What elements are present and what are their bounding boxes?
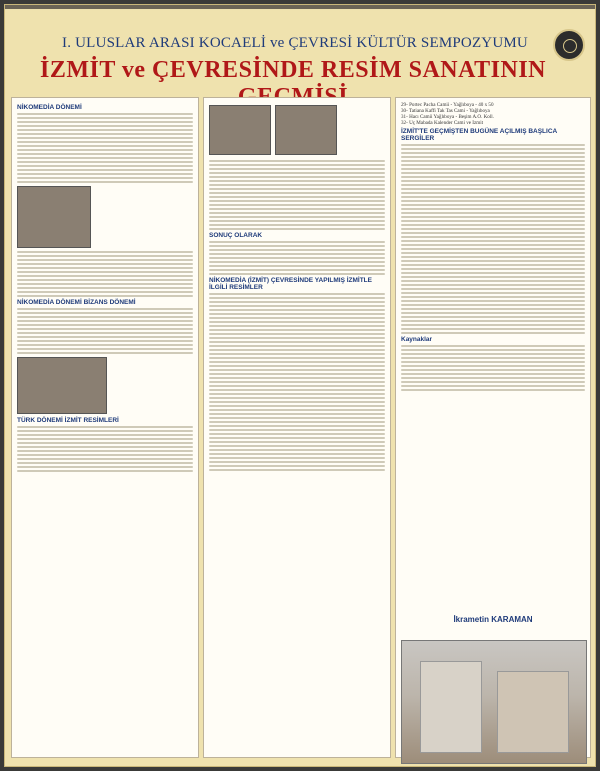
column-image [209, 105, 271, 155]
poster-title: İZMİT ve ÇEVRESİNDE RESİM SANATININ [39, 57, 547, 83]
list-block [401, 144, 585, 334]
section-title: Kaynaklar [401, 336, 433, 344]
list-item: 31- Hacı Camii Yağlıboya - Beşim A.Ö. Koll. [401, 114, 494, 121]
column-middle [203, 97, 391, 758]
list-item: 29- Portec Pacha Camii - Yağlıboya - 40 x 50 [401, 102, 494, 108]
section-title: NİKOMEDİA (İZMİT) ÇEVRESİNDE YAPILMIŞ İZMİTLE İLGİLİ RESİMLER [209, 277, 372, 291]
symposium-logo-icon [553, 29, 585, 61]
poster [4, 4, 596, 767]
author-signature: İkrametin KARAMAN [453, 615, 533, 624]
column-image [275, 105, 337, 155]
poster-rod [5, 5, 595, 9]
text-block [209, 241, 385, 275]
text-block [17, 426, 193, 472]
header [5, 27, 595, 97]
symposium-title: I. ULUSLAR ARASI KOCAELİ ve ÇEVRESİ KÜLTÜR SEMPOZYUMU [62, 35, 528, 51]
author-photo [401, 640, 587, 764]
column-image [17, 357, 107, 414]
text-block [17, 113, 193, 183]
photo-figure [497, 671, 569, 753]
text-block [17, 308, 193, 354]
section-title: İZMİT'TE GEÇMİŞTEN BUGÜNE AÇILMIŞ BAŞLICA SERGİLER [401, 128, 557, 143]
section-title: NİKOMEDİA DÖNEMİ BİZANS DÖNEMİ [17, 299, 136, 306]
photo-figure [420, 661, 482, 753]
list-item: 32- Üç Mabada Kalender Cami ve İzmit [401, 120, 484, 127]
text-block [17, 251, 193, 297]
section-title: TÜRK DÖNEMİ İZMİT RESİMLERİ [17, 417, 119, 424]
column-image [17, 186, 91, 248]
section-title: NİKOMEDİA DÖNEMİ [17, 104, 82, 111]
text-block [209, 160, 385, 230]
column-left [11, 97, 199, 758]
section-title: SONUÇ OLARAK [209, 232, 263, 239]
list-item: 30- Tatiana Kaffi Tak Tas Cami - Yağlıboya [401, 108, 490, 115]
list-block [209, 293, 385, 471]
text-block [401, 345, 585, 391]
